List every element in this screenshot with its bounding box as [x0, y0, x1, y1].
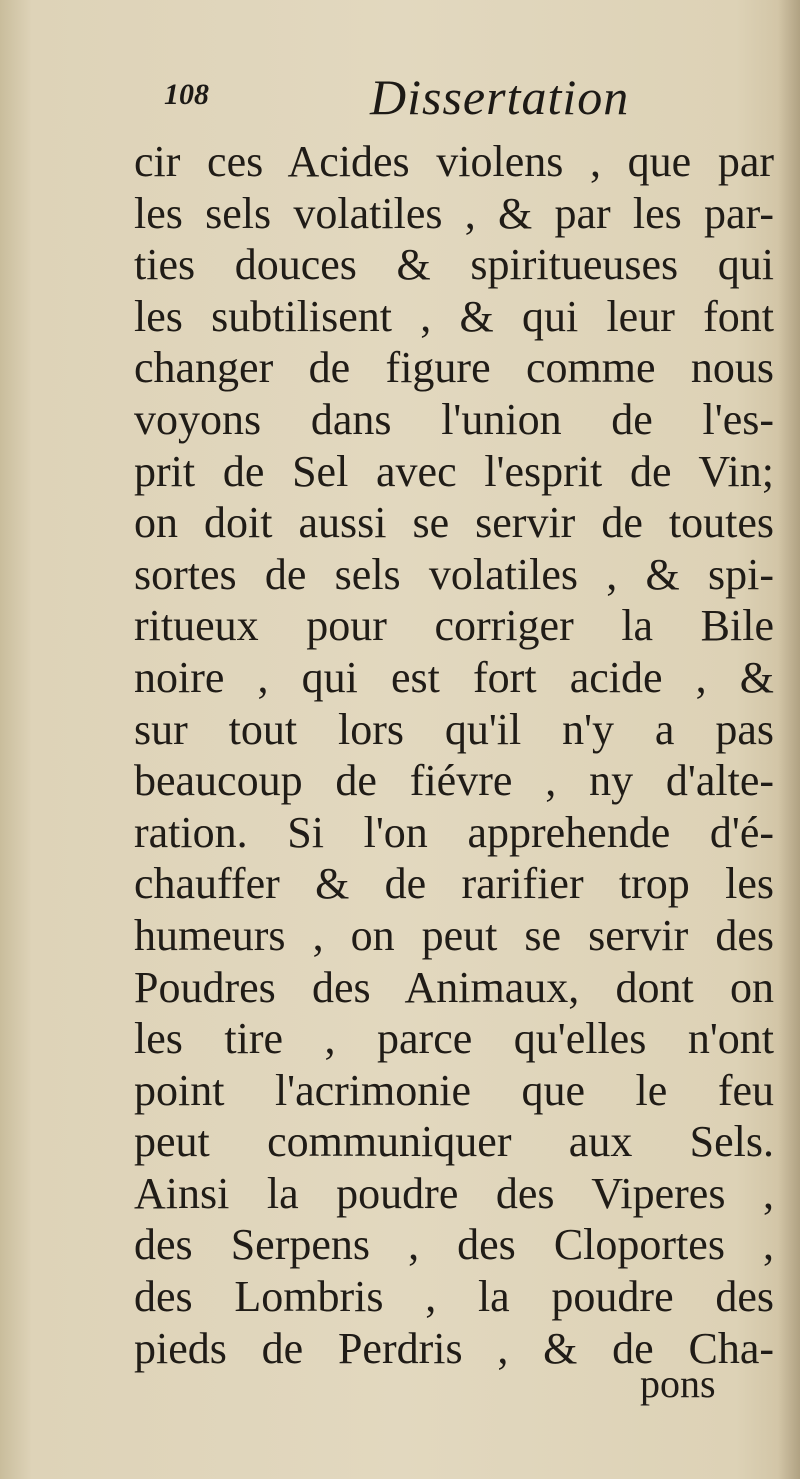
text-line: on doit aussi se servir de toutes — [134, 498, 774, 548]
page-header — [140, 69, 660, 132]
text-line: voyons dans l'union de l'es- — [134, 394, 774, 444]
text-line: Poudres des Animaux, dont on — [134, 962, 774, 1012]
text-line: humeurs , on peut se servir des — [134, 910, 774, 960]
text-line: peut communiquer aux Sels. — [134, 1117, 774, 1167]
text-line: les tire , parce qu'elles n'ont — [134, 1014, 774, 1064]
body-text — [134, 136, 774, 1374]
text-line: les sels volatiles , & par les par- — [134, 188, 774, 238]
text-line: prit de Sel avec l'esprit de Vin; — [134, 446, 774, 496]
text-line: les subtilisent , & qui leur font — [134, 291, 774, 341]
text-line: chauffer & de rarifier trop les — [134, 859, 774, 909]
text-line: des Lombris , la poudre des — [134, 1272, 774, 1322]
catchword: pons — [640, 1361, 716, 1406]
text-line: pieds de Perdris , & de Cha- — [134, 1323, 774, 1373]
page-number: 108 — [164, 78, 209, 111]
text-line: Ainsi la poudre des Viperes , — [134, 1168, 774, 1218]
text-line: sur tout lors qu'il n'y a pas — [134, 704, 774, 754]
text-line: ties douces & spiritueuses qui — [134, 240, 774, 290]
text-line: beaucoup de fiévre , ny d'alte- — [134, 756, 774, 806]
text-line: changer de figure comme nous — [134, 343, 774, 393]
text-line: ration. Si l'on apprehende d'é- — [134, 807, 774, 857]
text-line: point l'acrimonie que le feu — [134, 1065, 774, 1115]
page-edge-shadow — [778, 0, 800, 1479]
text-line: sortes de sels volatiles , & spi- — [134, 549, 774, 599]
text-line: cir ces Acides violens , que par — [134, 137, 774, 186]
text-line: des Serpens , des Cloportes , — [134, 1220, 774, 1270]
running-title: Dissertation — [370, 69, 630, 125]
text-line: noire , qui est fort acide , & — [134, 652, 774, 702]
text-line: ritueux pour corriger la Bile — [134, 601, 774, 651]
